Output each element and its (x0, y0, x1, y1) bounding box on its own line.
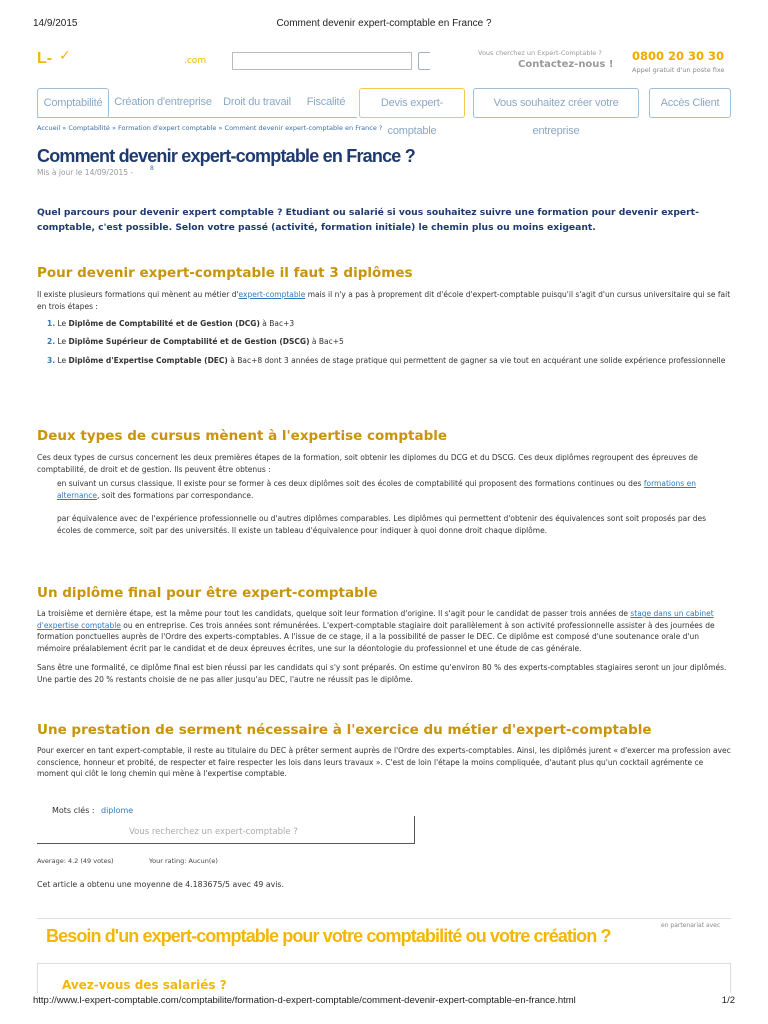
site-logo[interactable]: L- (37, 50, 53, 67)
nav-item-fiscalite[interactable]: Fiscalité (306, 96, 346, 108)
section-heading-diplomes: Pour devenir expert-comptable il faut 3 diplômes (37, 265, 413, 281)
list-item: 2. Le Diplôme Supérieur de Comptabilité et de Gestion (DSCG) à Bac+5 (47, 337, 344, 346)
your-rating[interactable]: Your rating: Aucun(e) (149, 857, 218, 865)
phone-subtext: Appel gratuit d'un poste fixe (632, 66, 725, 74)
nav-item-devis[interactable]: Devis expert-comptable (359, 88, 465, 118)
section4-paragraph: Pour exercer en tant expert-comptable, il reste au titulaire du DEC à prêter serment auprès de l'Ordre des experts-comptables. Ainsi, les diplômés jurent « d'exercer ma profession avec conscience, honneur et probité, de respecter et faire respecter les lois dans leurs travaux ». C'est de loin l'étape la moins compliquée, d'autant plus qu'un cocktail agrémente ce moment qui clôt le long chemin qui mène à l'expertise comptable. (37, 746, 731, 778)
list-item: 1. Le Diplôme de Comptabilité et de Gestion (DCG) à Bac+3 (47, 319, 295, 328)
nav-item-acces-client[interactable]: Accès Client (649, 88, 731, 118)
expert-search-box[interactable] (37, 816, 415, 844)
updated-text: Mis à jour le 14/09/2015 - (37, 168, 134, 177)
partner-label: en partenariat avec (661, 922, 721, 929)
expert-comptable-link[interactable]: expert-comptable (238, 290, 306, 299)
promo-title: Besoin d'un expert-comptable pour votre comptabilité ou votre création ? (46, 926, 611, 946)
average-summary: Cet article a obtenu une moyenne de 4.183675/5 avec 49 avis. (37, 880, 284, 889)
site-header (37, 46, 731, 80)
page-number: 1/2 (721, 995, 735, 1006)
keywords-label: Mots clés : (52, 806, 95, 815)
section-heading-cursus: Deux types de cursus mènent à l'expertise comptable (37, 428, 448, 444)
nav-item-creer-entreprise[interactable]: Vous souhaitez créer votre entreprise (473, 88, 639, 118)
page-title: Comment devenir expert-comptable en France ? (37, 146, 415, 166)
contact-question: Vous cherchez un Expert-Comptable ? (478, 49, 602, 57)
search-input[interactable] (232, 52, 412, 70)
rating-row (37, 857, 218, 865)
section-heading-diplome-final: Un diplôme final pour être expert-comptable (37, 585, 378, 601)
section3-paragraph-2: Sans être une formalité, ce diplôme final est bien réussi par les candidats qui s'y sont préparés. On estime qu'environ 80 % des experts-comptables stagiaires seront un jour diplômés. Une partie des 20 % restants choisie de ne pas aller jusqu'au DEC, l'autre ne réussit pas le diplôme. (37, 663, 727, 684)
check-icon: ✓ (59, 48, 71, 64)
promo-question: Avez-vous des salariés ? (62, 978, 227, 990)
list-item: par équivalence avec de l'expérience professionnelle ou d'autres diplômes comparables. Les diplômes qui permettent d'obtenir des équivalences sont soit proposés par des écoles de commerce, soit par des universités. Il existe un tableau d'équivalence pour indiquer à quoi donne droit chaque diplôme. (57, 514, 706, 535)
print-title: Comment devenir expert-comptable en France ? (276, 18, 492, 29)
section2-paragraph: Ces deux types de cursus concernent les deux premières étapes de la formation, soit obtenir les diplomes du DCG et du DSCG. Ces deux diplômes regroupent des épreuves de comptabilité, de droit et de gestion. Ils peuvent être obtenus : (37, 453, 698, 474)
average-rating: Average: 4.2 (49 votes) (37, 857, 114, 865)
phone-number[interactable]: 0800 20 30 30 (632, 49, 725, 63)
print-header (0, 18, 768, 30)
nav-item-creation[interactable]: Création d'entreprise (114, 96, 212, 108)
section-heading-serment: Une prestation de serment nécessaire à l'exercice du métier d'expert-comptable (37, 722, 652, 738)
search-button[interactable] (418, 52, 430, 70)
logo-suffix: .com (184, 56, 207, 66)
article-intro: Quel parcours pour devenir expert comptable ? Etudiant ou salarié si vous souhaitez suivre une formation pour devenir expert-comptable, c'est possible. Selon votre passé (activité, formation initiale) le chemin plus ou moins exigeant. (37, 207, 699, 233)
breadcrumb[interactable]: Accueil » Comptabilité » Formation d'expert comptable » Comment devenir expert-comptable en France ? (37, 124, 383, 132)
print-url: http://www.l-expert-comptable.com/comptabilite/formation-d-expert-comptable/comment-devenir-expert-comptable-en-france.html (33, 995, 576, 1006)
list-item: en suivant un cursus classique. Il existe pour se former à ces deux diplômes soit des écoles de comptabilité qui proposent des formations continues ou des formations en alternance, soit des formations par correspondance. (57, 479, 696, 500)
nav-item-comptabilite[interactable]: Comptabilité (37, 88, 109, 118)
nav-item-droit-travail[interactable]: Droit du travail (223, 96, 291, 108)
list-item: 3. Le Diplôme d'Expertise Comptable (DEC) à Bac+8 dont 3 années de stage pratique qui permettent de gagner sa vie tout en acquérant une solide expérience professionnelle (47, 356, 726, 365)
formations-alternance-link[interactable]: formations en alternance (57, 479, 696, 500)
expert-search-placeholder: Vous recherchez un expert-comptable ? (129, 827, 298, 837)
updated-date (37, 165, 154, 177)
section3-paragraph: La troisième et dernière étape, est la même pour tout les candidats, quelque soit leur formation d'origine. Il s'agit pour le candidat de passer trois années de stage dans un cabinet d'expertise comptable ou en entreprise. Ces trois années sont rémunérées. L'expert-comptable stagiaire doit parallèlement à son activité professionnelle assister à des journées de formation ponctuelles auprès de l'Ordre des experts-comptables. A l'issue de ce stage, il a la possibilité de passer le DEC. Ce diplôme est composé d'une soutenance orale d'un mémoire préalablement écrit par le candidat et de deux épreuves écrites, une sur la déontologie du professionnel et une étude de cas générale. (37, 609, 715, 653)
comment-count[interactable]: 8 (150, 165, 154, 172)
keyword-link[interactable]: diplome (101, 806, 134, 815)
section1-paragraph: Il existe plusieurs formations qui mènent au métier d'expert-comptable mais il n'y a pas à proprement dit d'école d'expert-comptable puisqu'il s'agit d'un cursus universitaire qui se fait en trois étapes : (37, 290, 731, 311)
contact-link[interactable]: Contactez-nous ! (518, 59, 614, 70)
print-date: 14/9/2015 (33, 18, 78, 29)
stage-cabinet-link[interactable]: stage dans un cabinet d'expertise comptable (37, 609, 714, 630)
